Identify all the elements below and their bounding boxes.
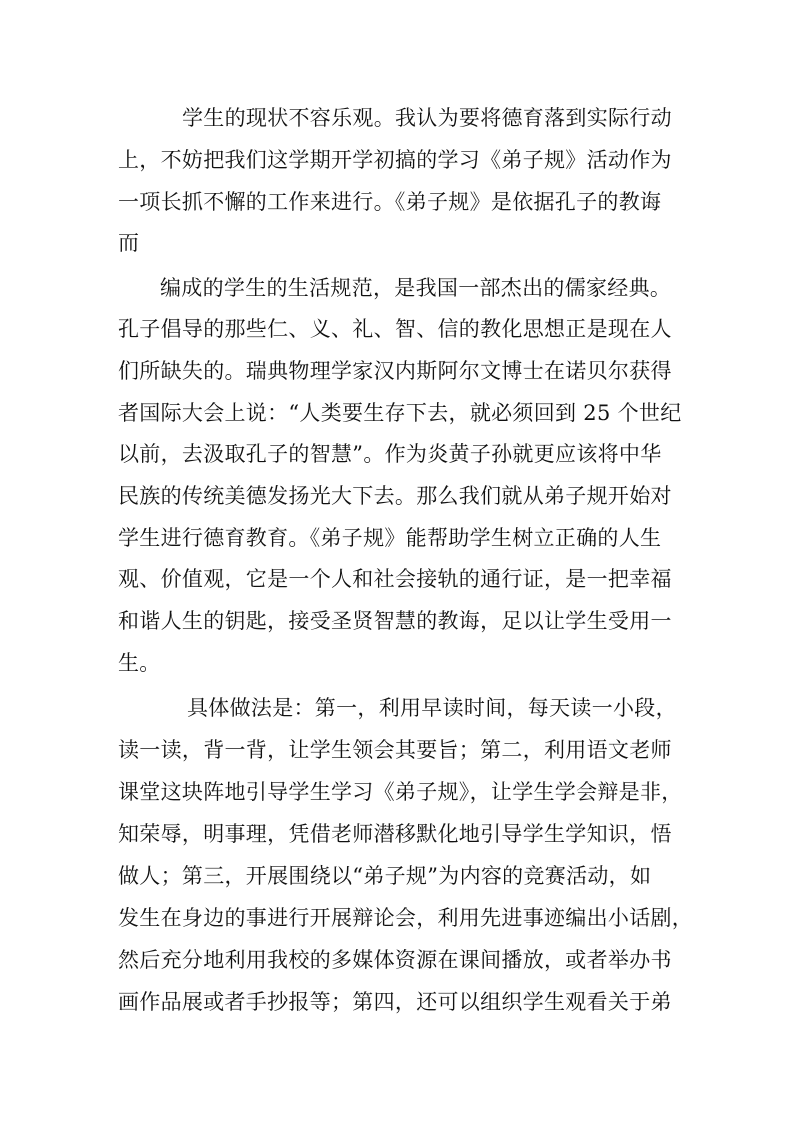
paragraph-3-line-6: 发生在身边的事进行开展辩论会，利用先进事迹编出小话剧， (118, 906, 694, 930)
paragraph-2-line-10: 生。 (118, 651, 161, 675)
paragraph-3-line-1: 具体做法是：第一，利用早读时间，每天读一小段， (187, 696, 677, 720)
paragraph-2-line-9: 和谐人生的钥匙，接受圣贤智慧的教诲，足以让学生受用一 (118, 609, 672, 633)
paragraph-3-line-8: 画作品展或者手抄报等；第四，还可以组织学生观看关于弟 (118, 990, 672, 1014)
paragraph-2-line-7: 学生进行德育教育。《弟子规》能帮助学生树立正确的人生 (118, 526, 662, 550)
paragraph-2-line-5: 以前，去汲取孔子的智慧”。作为炎黄子孙就更应该将中华 (118, 442, 662, 466)
paragraph-2-line-8: 观、价值观，它是一个人和社会接轨的通行证，是一把幸福 (118, 567, 672, 591)
paragraph-2-line-2: 孔子倡导的那些仁、义、礼、智、信的教化思想正是现在人 (118, 317, 672, 341)
paragraph-2-line-1: 编成的学生的生活规范，是我国一部杰出的儒家经典。 (160, 276, 672, 300)
paragraph-3-line-7: 然后充分地利用我校的多媒体资源在课间播放，或者举办书 (118, 948, 672, 972)
paragraph-1-line-4: 而 (118, 231, 140, 255)
paragraph-3-line-3: 课堂这块阵地引导学生学习《弟子规》，让学生学会辩是非， (118, 780, 683, 804)
paragraph-3-line-4: 知荣辱，明事理，凭借老师潜移默化地引导学生学知识，悟 (118, 822, 672, 846)
paragraph-2-line-4: 者国际大会上说：“人类要生存下去，就必须回到 25 个世纪 (118, 401, 682, 425)
paragraph-1-line-1: 学生的现状不容乐观。我认为要将德育落到实际行动 (182, 106, 672, 130)
paragraph-3-line-5: 做人；第三，开展围绕以“弟子规”为内容的竞赛活动，如 (118, 864, 652, 888)
paragraph-1-line-2: 上，不妨把我们这学期开学初搞的学习《弟子规》活动作为 (118, 148, 672, 172)
paragraph-2-line-3: 们所缺失的。瑞典物理学家汉内斯阿尔文博士在诺贝尔获得 (118, 359, 672, 383)
paragraph-2-line-6: 民族的传统美德发扬光大下去。那么我们就从弟子规开始对 (118, 484, 672, 508)
paragraph-3-line-2: 读一读，背一背，让学生领会其要旨；第二，利用语文老师 (118, 738, 672, 762)
paragraph-1-line-3: 一项长抓不懈的工作来进行。《弟子规》是依据孔子的教诲 (118, 190, 662, 214)
